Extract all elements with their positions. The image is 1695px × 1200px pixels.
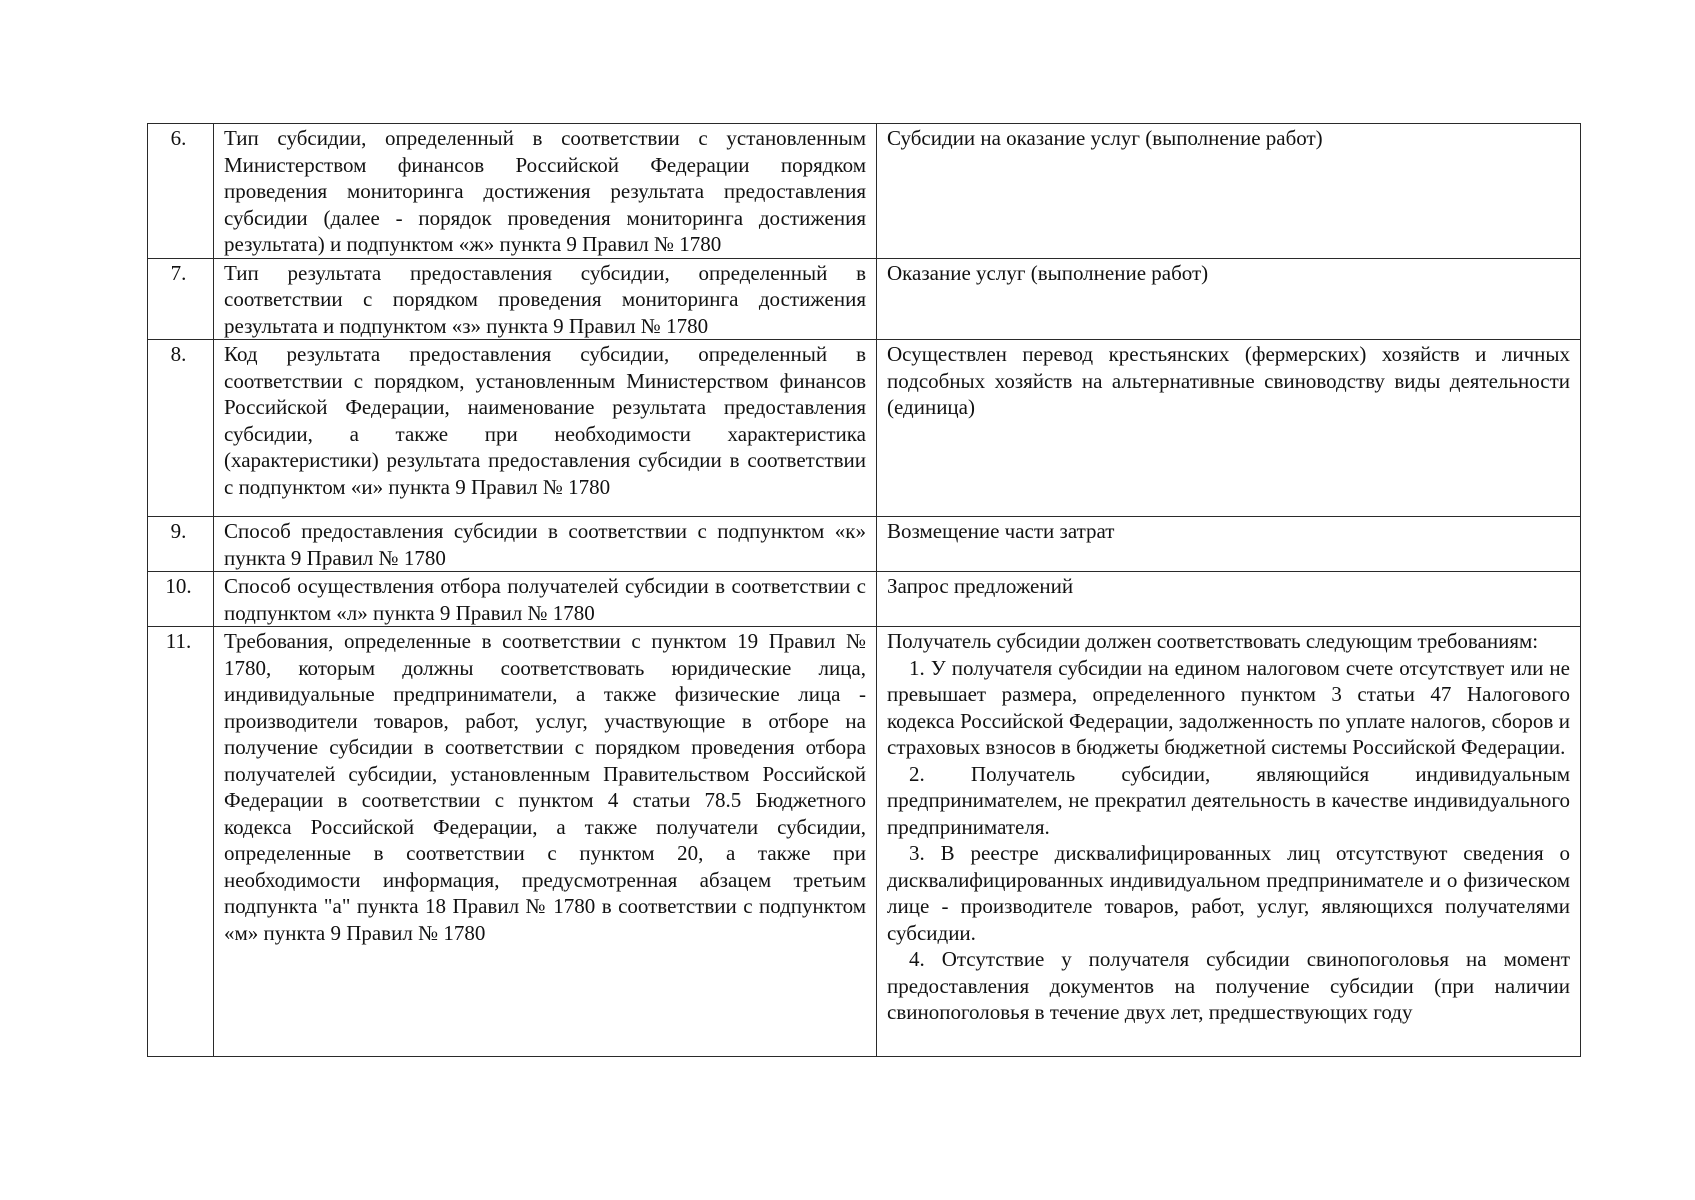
requirements-intro: Получатель субсидии должен соответствовать следующим требованиям: bbox=[887, 629, 1539, 653]
row-number: 7. bbox=[148, 258, 214, 340]
row-number: 6. bbox=[148, 124, 214, 259]
row-number: 8. bbox=[148, 340, 214, 517]
value-text-block bbox=[887, 628, 1570, 1056]
requirement-item-2: 2. Получатель субсидии, являющийся индивидуальным предпринимателем, не прекратил деятельность в качестве индивидуального предпринимателя. bbox=[887, 761, 1570, 839]
parameter-cell: Способ предоставления субсидии в соответствии с подпунктом «к» пункта 9 Правил № 1780 bbox=[214, 517, 877, 572]
parameter-cell: Код результата предоставления субсидии, определенный в соответствии с порядком, установленным Министерством финансов Российской Федерации, наименование результата предоставления субсидии, а также при необходимости характеристика (характеристики) результата предоставления субсидии в соответствии с подпунктом «и» пункта 9 Правил № 1780 bbox=[214, 340, 877, 517]
requirement-item-3: 3. В реестре дисквалифицированных лиц отсутствуют сведения о дисквалифицированных индивидуальном предпринимателе и о физическом лице - производителе товаров, работ, услуг, являющихся получателями субсидии. bbox=[887, 841, 1570, 945]
value-cell bbox=[877, 627, 1581, 1057]
table-row bbox=[148, 627, 1581, 1057]
parameter-text: Требования, определенные в соответствии с пунктом 19 Правил № 1780, которым должны соответствовать юридические лица, индивидуальные предприниматели, а также физические лица - производители товаров, работ, услуг, участвующие в отборе на получение субсидии в соответствии с порядком проведения отбора получателей субсидии, установленным Правительством Российской Федерации в соответствии с пунктом 4 статьи 78.5 Бюджетного кодекса Российской Федерации, а также получатели субсидии, определенные в соответствии с пунктом 20, а также при необходимости информация, предусмотренная абзацем третьим подпункта "а" пункта 18 Правил № 1780 в соответствии с подпунктом «м» пункта 9 Правил № 1780 bbox=[224, 629, 866, 945]
parameter-cell bbox=[214, 627, 877, 1057]
row-number: 11. bbox=[148, 627, 214, 1057]
value-cell: Оказание услуг (выполнение работ) bbox=[877, 258, 1581, 340]
table-row bbox=[148, 258, 1581, 340]
value-cell: Осуществлен перевод крестьянских (фермерских) хозяйств и личных подсобных хозяйств на альтернативные свиноводству виды деятельности (единица) bbox=[877, 340, 1581, 517]
row-number: 10. bbox=[148, 572, 214, 627]
value-cell: Возмещение части затрат bbox=[877, 517, 1581, 572]
value-cell: Субсидии на оказание услуг (выполнение работ) bbox=[877, 124, 1581, 259]
table-row bbox=[148, 124, 1581, 259]
table-row bbox=[148, 340, 1581, 517]
table-row bbox=[148, 572, 1581, 627]
parameter-cell: Тип результата предоставления субсидии, определенный в соответствии с порядком проведения мониторинга достижения результата и подпунктом «з» пункта 9 Правил № 1780 bbox=[214, 258, 877, 340]
subsidy-parameters-table bbox=[147, 123, 1581, 1057]
requirement-item-1: 1. У получателя субсидии на едином налоговом счете отсутствует или не превышает размера, определенного пунктом 3 статьи 47 Налогового кодекса Российской Федерации, задолженность по уплате налогов, сборов и страховых взносов в бюджеты бюджетной системы Российской Федерации. bbox=[887, 655, 1570, 759]
requirement-item-4: 4. Отсутствие у получателя субсидии свинопоголовья на момент предоставления документов на получение субсидии (при наличии свинопоголовья в течение двух лет, предшествующих году bbox=[887, 947, 1570, 1024]
row-number: 9. bbox=[148, 517, 214, 572]
parameter-cell: Способ осуществления отбора получателей субсидии в соответствии с подпунктом «л» пункта 9 Правил № 1780 bbox=[214, 572, 877, 627]
value-cell: Запрос предложений bbox=[877, 572, 1581, 627]
table-row bbox=[148, 517, 1581, 572]
parameter-cell: Тип субсидии, определенный в соответствии с установленным Министерством финансов Российской Федерации порядком проведения мониторинга достижения результата предоставления субсидии (далее - порядок проведения мониторинга достижения результата) и подпунктом «ж» пункта 9 Правил № 1780 bbox=[214, 124, 877, 259]
